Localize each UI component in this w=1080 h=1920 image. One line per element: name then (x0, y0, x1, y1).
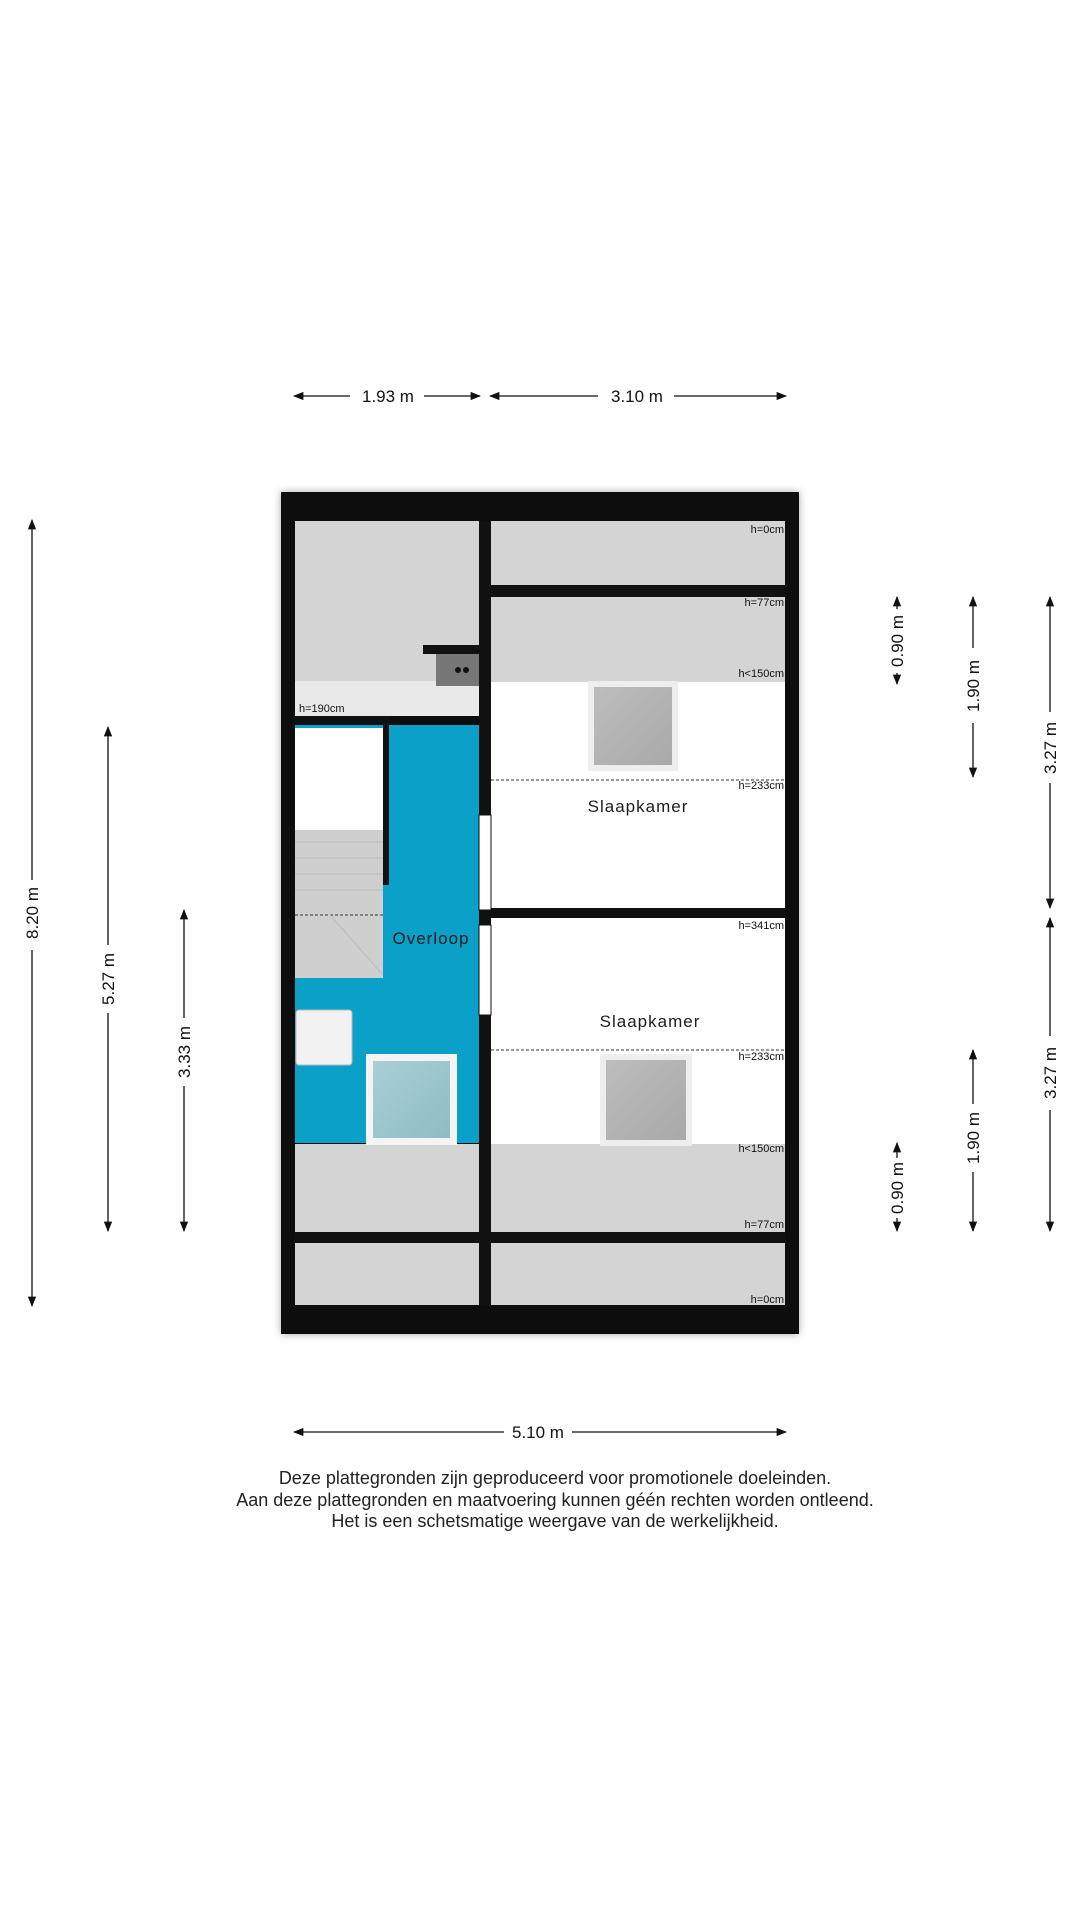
dimension-upper-total (1041, 597, 1060, 908)
room-label-landing: Overloop (392, 929, 470, 948)
disclaimer (0, 1468, 1080, 1533)
disclaimer-line-3: Het is een schetsmatige weergave van de werkelijkheid. (331, 1511, 779, 1531)
height-label-top-77: h=77cm (744, 597, 784, 609)
svg-text:1.90 m: 1.90 m (964, 1112, 983, 1164)
svg-text:0.90 m: 0.90 m (888, 1162, 907, 1214)
disclaimer-line-1: Deze plattegronden zijn geproduceerd voor promotionele doeleinden. (278, 1468, 832, 1488)
dimension-upper-room (964, 597, 983, 777)
dimension-top-right (490, 387, 786, 406)
dimension-top-left (294, 387, 480, 406)
height-label-top-233: h=233cm (738, 780, 784, 792)
svg-text:3.27 m: 3.27 m (1041, 1047, 1060, 1099)
building (281, 492, 799, 1334)
svg-text:3.33 m: 3.33 m (175, 1026, 194, 1078)
dimension-bottom (294, 1423, 786, 1442)
height-label-bottom-edge: h=0cm (750, 1294, 784, 1306)
room-label-bedroom-top: Slaapkamer (587, 797, 689, 816)
dimension-lower-room (964, 1050, 983, 1231)
dimension-overloop-floor (175, 910, 194, 1231)
height-label-bottom-233: h=233cm (738, 1051, 784, 1063)
height-label-top-150: h<150cm (738, 668, 784, 680)
svg-text:3.10 m: 3.10 m (611, 387, 663, 406)
dimension-upper-slope (888, 597, 907, 684)
stairs (295, 830, 383, 978)
door-top-bedroom (479, 815, 491, 910)
dimension-total-height (23, 520, 42, 1306)
low-area-top-right (491, 521, 785, 585)
low-area-bottom-left (295, 1144, 479, 1232)
height-label-bottom-150: h<150cm (738, 1143, 784, 1155)
dimension-lower-total (1041, 918, 1060, 1231)
dimension-overloop-height (99, 727, 118, 1231)
svg-text:1.90 m: 1.90 m (964, 660, 983, 712)
svg-text:8.20 m: 8.20 m (23, 887, 42, 939)
slope-area-bottom (491, 1144, 785, 1232)
disclaimer-line-2: Aan deze plattegronden en maatvoering kunnen géén rechten worden ontleend. (236, 1489, 874, 1510)
svg-text:0.90 m: 0.90 m (888, 615, 907, 667)
height-label-bottom-77: h=77cm (744, 1219, 784, 1231)
svg-text:5.10 m: 5.10 m (512, 1423, 564, 1442)
dimension-lower-slope (888, 1143, 907, 1231)
svg-text:1.93 m: 1.93 m (362, 387, 414, 406)
height-label-ridge: h=341cm (738, 920, 784, 932)
low-area-bottom-right (491, 1243, 785, 1305)
door-bottom-bedroom (479, 925, 491, 1015)
washbasin (296, 1010, 352, 1065)
height-label-top-edge: h=0cm (750, 524, 784, 536)
svg-text:3.27 m: 3.27 m (1041, 722, 1060, 774)
room-label-bedroom-bottom: Slaapkamer (599, 1012, 701, 1031)
height-label-landing: h=190cm (299, 703, 345, 715)
low-area-bottom-left-edge (295, 1243, 479, 1305)
svg-text:5.27 m: 5.27 m (99, 953, 118, 1005)
